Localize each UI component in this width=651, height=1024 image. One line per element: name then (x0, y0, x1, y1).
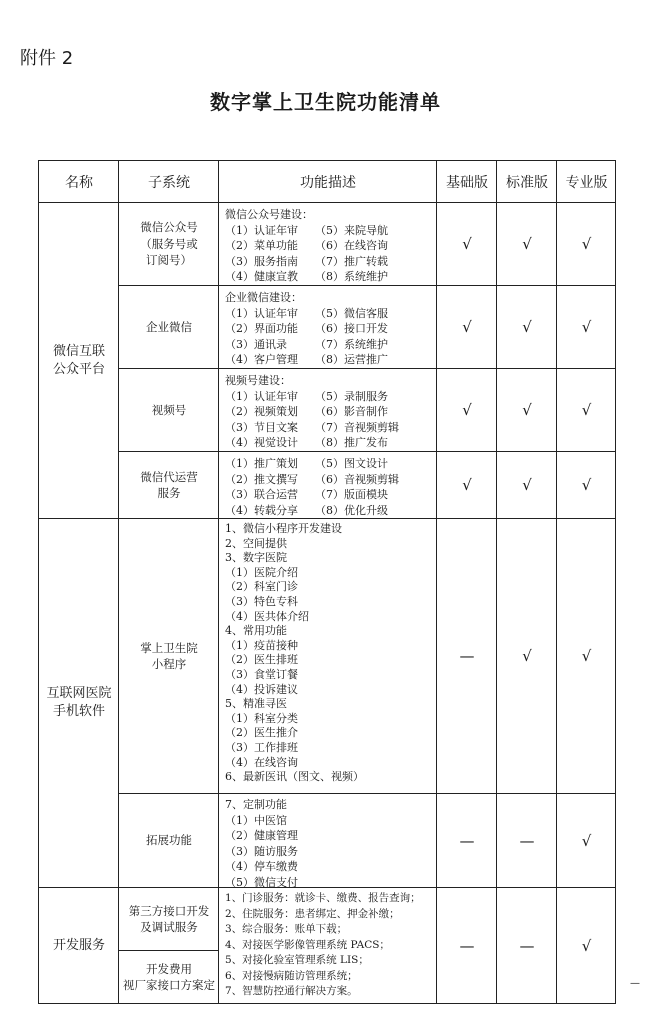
description-item: （5）图文设计 (315, 457, 388, 470)
description-line: （1）科室分类 (225, 711, 298, 725)
description-wecom (225, 290, 388, 368)
description-title: 企业微信建设： (225, 291, 302, 304)
description-item: （8）推广发布 (315, 436, 388, 449)
description-line: 2、住院服务：患者绑定、押金补缴； (225, 907, 400, 920)
professional-mark: √ (581, 235, 592, 253)
description-line: （3）食堂订餐 (225, 667, 298, 681)
description-title: 微信公众号建设： (225, 208, 313, 221)
description-item: （2）推文撰写 (225, 472, 298, 486)
basic-mark: √ (462, 318, 472, 336)
description-item: （2）菜单功能 (225, 239, 298, 252)
category-internet-hospital-app: 互联网医院 手机软件 (46, 686, 112, 719)
description-item: （7）系统维护 (315, 337, 388, 351)
description-item: （8）优化升级 (315, 503, 388, 517)
category-dev-service: 开发服务 (52, 937, 105, 953)
description-line: 4、对接医学影像管理系统 PACS； (225, 938, 390, 951)
description-line: （3）工作排班 (225, 740, 298, 754)
description-line: 1、门诊服务：就诊卡、缴费、报告查询； (225, 892, 421, 904)
basic-mark: — (459, 831, 475, 850)
description-line: 6、最新医讯（图文、视频） (225, 770, 364, 784)
description-item: （8）运营推广 (315, 353, 388, 366)
header-description: 功能描述 (300, 174, 356, 191)
standard-mark: — (519, 831, 535, 850)
description-line: （3）随访服务 (225, 844, 298, 858)
basic-mark: — (459, 936, 475, 955)
description-line: （3）特色专科 (225, 594, 298, 608)
description-line: 3、数字医院 (225, 551, 287, 565)
header-subsystem: 子系统 (148, 174, 190, 191)
description-item: （2）界面功能 (225, 322, 298, 335)
description-item: （1）认证年审 (225, 389, 298, 403)
description-item: （3）服务指南 (225, 254, 298, 268)
description-line: （5）微信支付 (225, 875, 298, 889)
standard-mark: √ (522, 647, 532, 665)
subsystem-wecom: 企业微信 (146, 319, 192, 334)
subsystem-wechat-official: 微信公众号 （服务号或 订阅号） (140, 220, 198, 268)
professional-mark: √ (581, 647, 592, 665)
description-item: （7）推广转载 (315, 254, 388, 268)
description-line: 7、智慧防控通行解决方案。 (225, 985, 358, 997)
professional-mark: √ (581, 318, 592, 336)
description-line: 5、精准寻医 (225, 697, 287, 711)
description-item: （7）版面模块 (315, 488, 388, 501)
description-line: 7、定制功能 (225, 798, 287, 811)
standard-mark: √ (522, 401, 532, 419)
description-item: （6）在线咨询 (315, 239, 388, 252)
basic-mark: — (459, 647, 475, 665)
description-item: （7）音视频剪辑 (315, 420, 399, 434)
standard-mark: √ (522, 235, 532, 253)
description-item: （4）健康宣教 (225, 270, 298, 283)
description-item: （3）通讯录 (225, 337, 287, 351)
header-professional: 专业版 (565, 174, 608, 191)
description-item: （6）接口开发 (315, 322, 388, 335)
description-item: （1）认证年审 (225, 223, 298, 237)
description-item: （4）转载分享 (225, 503, 298, 517)
professional-mark: √ (581, 831, 592, 850)
description-item: （4）客户管理 (225, 353, 298, 366)
subsystem-wechat-operation: 微信代运营 服务 (140, 469, 198, 500)
description-item: （1）推广策划 (225, 457, 298, 470)
description-line: （4）医共体介绍 (225, 609, 309, 623)
standard-mark: — (519, 936, 535, 955)
subsystem-third-party-interface: 第三方接口开发 及调试服务 (128, 903, 210, 934)
description-mini-program (225, 522, 364, 785)
description-item: （8）系统维护 (315, 270, 388, 283)
description-line: （2）医生推介 (225, 726, 298, 740)
attachment-label: 附件 2 (20, 48, 74, 69)
subsystem-mini-program: 掌上卫生院 小程序 (140, 640, 198, 671)
description-item: （4）视觉设计 (225, 436, 298, 449)
description-item: （5）来院导航 (315, 223, 388, 237)
standard-mark: √ (522, 476, 532, 494)
header-basic: 基础版 (446, 174, 488, 191)
description-line: （2）医生排班 (225, 653, 298, 667)
description-item: （6）影音制作 (315, 405, 388, 418)
description-wechat-operation (225, 456, 399, 518)
professional-mark: √ (581, 476, 592, 494)
basic-mark: √ (462, 235, 472, 253)
description-line: 6、对接慢病随访管理系统； (225, 969, 358, 982)
description-video-channel (225, 373, 399, 451)
subsystem-video-channel: 视频号 (151, 402, 187, 417)
description-line: 2、空间提供 (225, 536, 287, 550)
description-extension (225, 797, 298, 890)
professional-mark: √ (581, 936, 592, 955)
page-title: 数字掌上卫生院功能清单 (210, 90, 441, 114)
basic-mark: √ (462, 401, 472, 419)
description-line: （4）在线咨询 (225, 755, 298, 769)
description-item: （5）微信客服 (315, 306, 388, 320)
description-line: （1）医院介绍 (225, 565, 298, 579)
header-standard: 标准版 (506, 174, 548, 191)
subsystem-extension: 拓展功能 (146, 833, 192, 848)
description-item: （3）联合运营 (225, 488, 298, 501)
description-item: （6）音视频剪辑 (315, 472, 399, 486)
description-item: （5）录制服务 (315, 389, 388, 403)
description-title: 视频号建设： (225, 374, 291, 387)
basic-mark: √ (462, 476, 472, 494)
description-line: （4）停车缴费 (225, 860, 298, 873)
description-line: 4、常用功能 (225, 624, 287, 638)
description-line: （2）科室门诊 (225, 580, 298, 594)
description-line: （1）中医馆 (225, 813, 287, 827)
category-wechat-platform: 微信互联 公众平台 (52, 343, 105, 377)
description-dev-service (225, 891, 421, 1000)
description-item: （3）节目文案 (225, 420, 298, 434)
description-line: （1）疫苗接种 (225, 638, 298, 652)
description-line: 5、对接化验室管理系统 LIS； (225, 954, 369, 966)
description-line: （4）投诉建议 (225, 682, 298, 696)
description-item: （2）视频策划 (225, 405, 298, 418)
description-line: 3、综合服务：账单下载； (225, 923, 348, 935)
subsystem-dev-fee: 开发费用 视厂家接口方案定 (123, 961, 215, 992)
header-name: 名称 (65, 174, 93, 191)
page-edge-mark: — (630, 978, 640, 989)
professional-mark: √ (581, 401, 592, 419)
description-item: （1）认证年审 (225, 306, 298, 320)
description-line: 1、微信小程序开发建设 (225, 522, 342, 535)
standard-mark: √ (522, 318, 532, 336)
description-line: （2）健康管理 (225, 829, 298, 842)
description-wechat-official (225, 207, 388, 285)
